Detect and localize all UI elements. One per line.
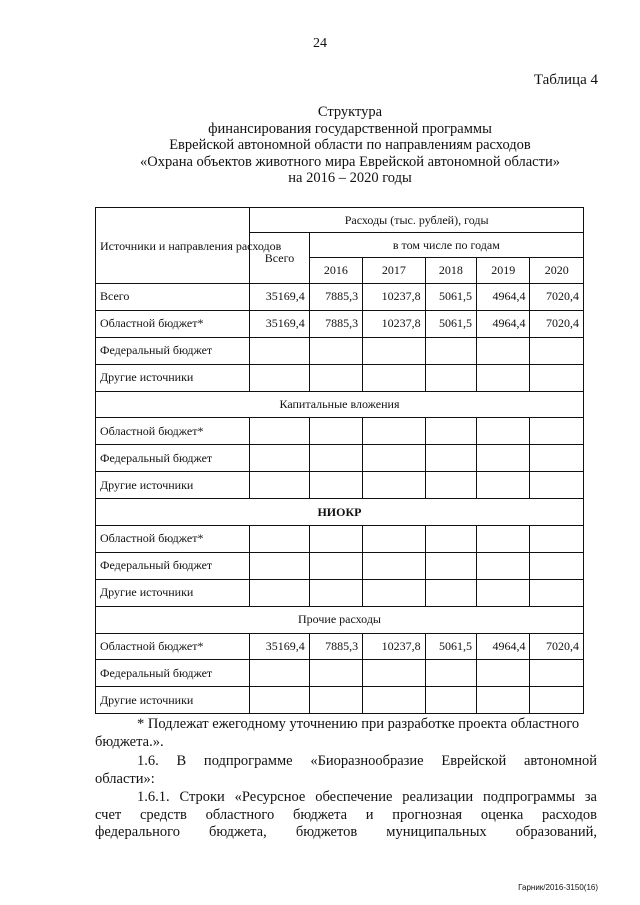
row-year-value <box>477 445 530 472</box>
table-row <box>96 284 584 311</box>
table-row <box>96 418 584 445</box>
paragraph-line: федерального бюджета, бюджетов муниципальных образований, <box>95 824 597 840</box>
title-line: на 2016 – 2020 годы <box>288 170 412 186</box>
document-title <box>60 104 640 187</box>
row-year-value <box>363 687 426 714</box>
row-year-value <box>363 552 426 579</box>
page-number: 24 <box>313 36 327 51</box>
section-row <box>96 391 584 418</box>
table-row <box>96 472 584 499</box>
row-year-value <box>363 526 426 553</box>
row-year-value <box>477 687 530 714</box>
row-year-value <box>309 526 362 553</box>
table-label: Таблица 4 <box>533 72 598 88</box>
row-label: Областной бюджет* <box>96 310 250 337</box>
row-year-value <box>363 364 426 391</box>
row-year-value <box>530 472 584 499</box>
row-total <box>250 552 309 579</box>
row-total: 35169,4 <box>250 310 309 337</box>
row-year-value: 7020,4 <box>530 633 584 660</box>
row-year-value <box>477 337 530 364</box>
row-year-value <box>425 687 476 714</box>
row-total: 35169,4 <box>250 633 309 660</box>
row-label: Областной бюджет* <box>96 418 250 445</box>
row-year-value <box>309 472 362 499</box>
row-year-value <box>309 418 362 445</box>
title-line: Еврейской автономной области по направлениям расходов <box>169 137 531 153</box>
paragraph-1-6-1 <box>95 789 597 842</box>
row-year-value <box>363 579 426 606</box>
table-row <box>96 310 584 337</box>
row-year-value <box>309 337 362 364</box>
table-row <box>96 687 584 714</box>
section-title: Прочие расходы <box>96 606 584 633</box>
row-total <box>250 418 309 445</box>
table-row <box>96 633 584 660</box>
title-line: «Охрана объектов животного мира Еврейской автономной области» <box>140 153 560 170</box>
header-sources: Источники и направления расходов <box>96 208 250 284</box>
row-label: Областной бюджет* <box>96 526 250 553</box>
title-line: Структура <box>317 104 383 120</box>
row-year-value <box>425 364 476 391</box>
table-row <box>96 337 584 364</box>
header-year: 2016 <box>309 258 362 284</box>
row-year-value <box>477 472 530 499</box>
row-year-value <box>309 687 362 714</box>
row-year-value <box>363 660 426 687</box>
row-total <box>250 660 309 687</box>
row-total: 35169,4 <box>250 284 309 311</box>
section-title: НИОКР <box>96 499 584 526</box>
row-year-value: 5061,5 <box>425 310 476 337</box>
paragraph-line: счет средств областного бюджета и прогнозная оценка расходов <box>95 806 597 823</box>
paragraph-line: области»: <box>95 770 155 787</box>
row-label: Другие источники <box>96 579 250 606</box>
row-year-value: 7020,4 <box>530 284 584 311</box>
row-year-value <box>309 364 362 391</box>
footnote <box>95 716 597 751</box>
table-row <box>96 552 584 579</box>
row-year-value <box>477 579 530 606</box>
row-year-value <box>530 526 584 553</box>
row-year-value <box>477 660 530 687</box>
row-label: Другие источники <box>96 472 250 499</box>
header-year: 2020 <box>530 258 584 284</box>
section-title: Капитальные вложения <box>96 391 584 418</box>
row-total <box>250 364 309 391</box>
table-row <box>96 579 584 606</box>
row-total <box>250 472 309 499</box>
row-year-value: 7885,3 <box>309 633 362 660</box>
row-label: Другие источники <box>96 687 250 714</box>
footnote-line: * Подлежат ежегодному уточнению при разработке проекта областного <box>137 716 580 732</box>
row-total <box>250 445 309 472</box>
row-year-value <box>530 418 584 445</box>
row-year-value <box>425 418 476 445</box>
table-row <box>96 445 584 472</box>
row-year-value: 7885,3 <box>309 310 362 337</box>
row-total <box>250 337 309 364</box>
row-year-value: 5061,5 <box>425 633 476 660</box>
row-year-value <box>530 552 584 579</box>
row-year-value <box>425 337 476 364</box>
row-year-value: 10237,8 <box>363 284 426 311</box>
row-label: Федеральный бюджет <box>96 337 250 364</box>
row-year-value: 7020,4 <box>530 310 584 337</box>
table-row <box>96 364 584 391</box>
table-row <box>96 526 584 553</box>
row-year-value: 4964,4 <box>477 633 530 660</box>
row-year-value <box>477 526 530 553</box>
row-total <box>250 579 309 606</box>
footer-code: Гарник/2016-3150(16) <box>518 883 598 892</box>
table-body <box>96 284 584 714</box>
header-year: 2018 <box>425 258 476 284</box>
row-year-value <box>309 445 362 472</box>
row-year-value: 4964,4 <box>477 310 530 337</box>
header-year: 2017 <box>363 258 426 284</box>
row-year-value: 4964,4 <box>477 284 530 311</box>
row-year-value <box>363 337 426 364</box>
paragraph-line: 1.6.1. Строки «Ресурсное обеспечение реализации подпрограммы за <box>137 789 597 805</box>
row-year-value <box>309 660 362 687</box>
row-year-value <box>530 579 584 606</box>
row-total <box>250 526 309 553</box>
row-year-value <box>530 364 584 391</box>
section-row <box>96 606 584 633</box>
row-year-value <box>363 472 426 499</box>
row-label: Федеральный бюджет <box>96 660 250 687</box>
row-year-value <box>530 687 584 714</box>
title-line: финансирования государственной программы <box>208 120 492 137</box>
row-year-value: 10237,8 <box>363 633 426 660</box>
row-year-value <box>309 552 362 579</box>
row-label: Всего <box>96 284 250 311</box>
row-year-value <box>425 660 476 687</box>
row-year-value <box>477 552 530 579</box>
footnote-line: бюджета.». <box>95 733 164 750</box>
row-label: Другие источники <box>96 364 250 391</box>
row-year-value <box>425 552 476 579</box>
row-year-value <box>425 526 476 553</box>
header-expenses: Расходы (тыс. рублей), годы <box>250 208 584 233</box>
row-year-value <box>363 445 426 472</box>
row-year-value <box>425 579 476 606</box>
row-year-value <box>477 418 530 445</box>
row-year-value <box>425 445 476 472</box>
header-total: Всего <box>250 233 309 284</box>
row-year-value: 7885,3 <box>309 284 362 311</box>
row-year-value: 10237,8 <box>363 310 426 337</box>
row-year-value <box>425 472 476 499</box>
row-year-value <box>530 337 584 364</box>
header-including: в том числе по годам <box>309 233 583 258</box>
row-label: Областной бюджет* <box>96 633 250 660</box>
row-year-value <box>309 579 362 606</box>
paragraph-line: 1.6. В подпрограмме «Биоразнообразие Еврейской автономной <box>137 753 597 769</box>
row-total <box>250 687 309 714</box>
row-label: Федеральный бюджет <box>96 552 250 579</box>
row-label: Федеральный бюджет <box>96 445 250 472</box>
header-year: 2019 <box>477 258 530 284</box>
financing-table <box>95 207 584 714</box>
row-year-value: 5061,5 <box>425 284 476 311</box>
section-row <box>96 499 584 526</box>
row-year-value <box>530 660 584 687</box>
paragraph-1-6 <box>95 753 597 788</box>
row-year-value <box>363 418 426 445</box>
table-row <box>96 660 584 687</box>
row-year-value <box>477 364 530 391</box>
row-year-value <box>530 445 584 472</box>
